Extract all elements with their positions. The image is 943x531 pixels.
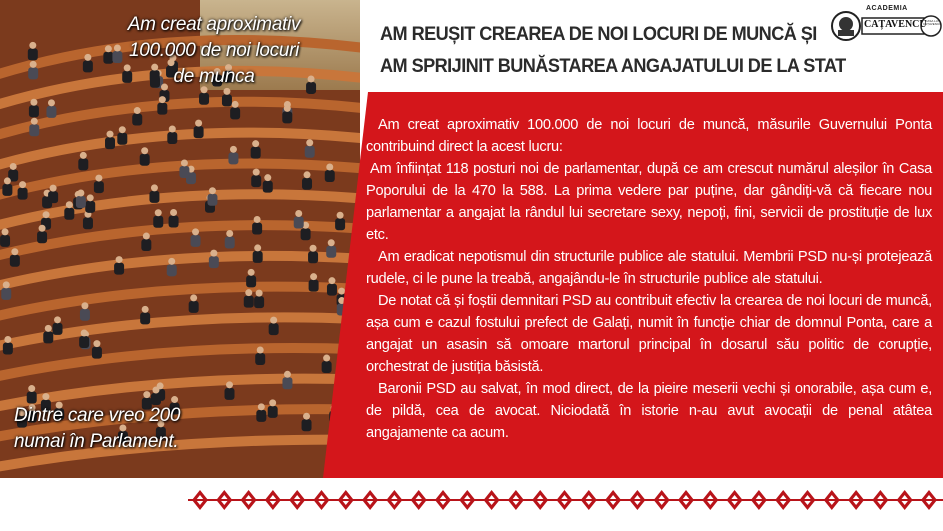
paragraph-5: Baronii PSD au salvat, în mod direct, de la pieire meserii vechi și onorabile, așa cum e, de pildă, cea de avocat. Niciodată în istorie n-au avut avocații de penal atâtea angajamente ca acum. [366,381,932,441]
logo-top-text: ACADEMIA [866,5,908,12]
paragraph-4: De notat că și foștii demnitari PSD au contribuit efectiv la crearea de noi locuri de muncă, așa cum e cazul fostului prefect de Galați, numit în funcție chiar de domnul Ponta, care a angajat un asasin să omoare martorul principal în dosarul său politic de corupție, orchestrat de justiția băsistă. [366,293,932,375]
embroidery-ornament [188,488,943,512]
title-line-2: AM SPRIJINIT BUNĂSTAREA ANGAJATULUI DE LA STAT [380,55,846,77]
title-line-1: AM REUȘIT CREAREA DE NOI LOCURI DE MUNCĂ ȘI [380,23,817,45]
logo-main-text: CAȚAVENCU [864,19,927,30]
photo-caption-top: Am creat aproximativ 100.000 de noi locuri de munca [127,14,301,87]
academia-catavencu-logo [830,4,942,48]
paragraph-1: Am creat aproximativ 100.000 de noi locuri de muncă, măsurile Guvernului Ponta contribuind direct la acest lucru: [366,117,932,155]
page-title [380,18,846,82]
article-body [366,114,932,444]
parliament-photo [0,0,360,478]
paragraph-3: Am eradicat nepotismul din structurile publice ale statului. Membrii PSD nu-și protejează rudele, ci le pune la treabă, angajându-le în structurile publice ale statului. [366,249,932,287]
logo-side-text: CASA LUI CAȚAVENCU [923,19,942,26]
paragraph-2: Am înființat 118 posturi noi de parlamentar, după ce am crescut numărul aleșilor în Casa Poporului de la 470 la 588. La prima vedere par puține, dar gândiți-vă că fiecare nou parlamentar a angajat la rândul lui secretare sexy, nepoți, fini, servicii de prostituție de lux etc. [366,161,932,243]
photo-caption-bottom: Dintre care vreo 200 numai în Parlament. [14,405,181,452]
